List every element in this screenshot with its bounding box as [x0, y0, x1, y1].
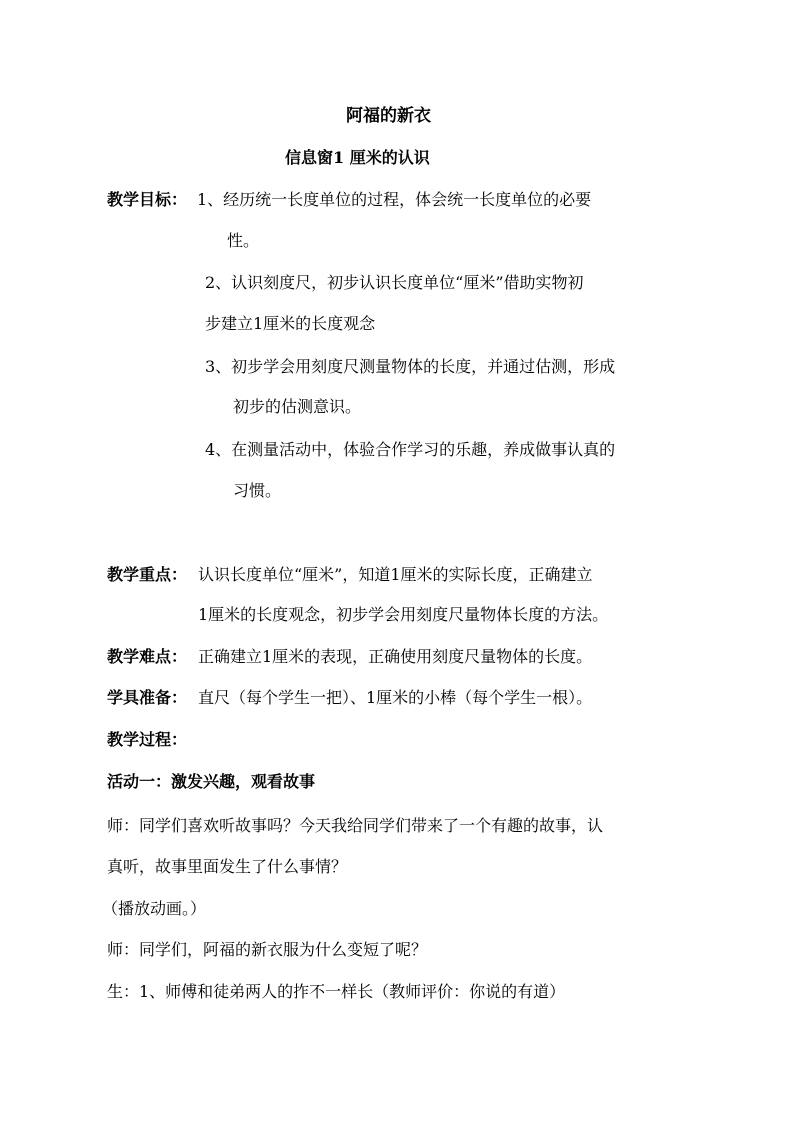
activity1-line: 生：1、师傅和徒弟两人的拃不一样长（教师评价：你说的有道） — [107, 982, 566, 1001]
key-points-line2: 1厘米的长度观念，初步学会用刻度尺量物体长度的方法。 — [198, 605, 609, 624]
difficulties-text: 正确建立1厘米的表现，正确使用刻度尺量物体的长度。 — [198, 647, 593, 666]
activity1-line: （播放动画。） — [102, 899, 207, 918]
activity1-heading: 活动一：激发兴趣，观看故事 — [107, 772, 316, 791]
objective-4-line1: 4、在测量活动中，体验合作学习的乐趣，养成做事认真的 — [205, 440, 616, 459]
objective-1-line1: 1、经历统一长度单位的过程，体会统一长度单位的必要 — [197, 190, 592, 209]
objective-2-line2: 步建立1厘米的长度观念 — [205, 314, 376, 333]
objective-1-line2: 性。 — [227, 231, 260, 250]
difficulties-label: 教学难点： — [107, 647, 188, 666]
objective-4-line2: 习惯。 — [233, 481, 282, 500]
objectives-label: 教学目标： — [107, 190, 188, 209]
activity1-line: 师：同学们，阿福的新衣服为什么变短了呢？ — [107, 940, 428, 959]
objective-3-line1: 3、初步学会用刻度尺测量物体的长度，并通过估测，形成 — [205, 357, 616, 376]
objective-2-line1: 2、认识刻度尺，初步认识长度单位“厘米”借助实物初 — [205, 273, 584, 292]
objective-3-line2: 初步的估测意识。 — [233, 397, 362, 416]
key-points-label: 教学重点： — [107, 565, 188, 584]
key-points-line1: 认识长度单位“厘米”，知道1厘米的实际长度，正确建立 — [198, 565, 593, 584]
materials-label: 学具准备： — [107, 688, 188, 707]
document-subtitle: 信息窗1 厘米的认识 — [285, 148, 430, 167]
activity1-line: 真听，故事里面发生了什么事情？ — [107, 857, 348, 876]
document-title: 阿福的新衣 — [346, 106, 431, 126]
activity1-line: 师：同学们喜欢听故事吗？今天我给同学们带来了一个有趣的故事，认 — [107, 816, 604, 835]
process-label: 教学过程： — [107, 730, 188, 749]
materials-text: 直尺（每个学生一把）、1厘米的小棒（每个学生一根）。 — [198, 688, 593, 707]
